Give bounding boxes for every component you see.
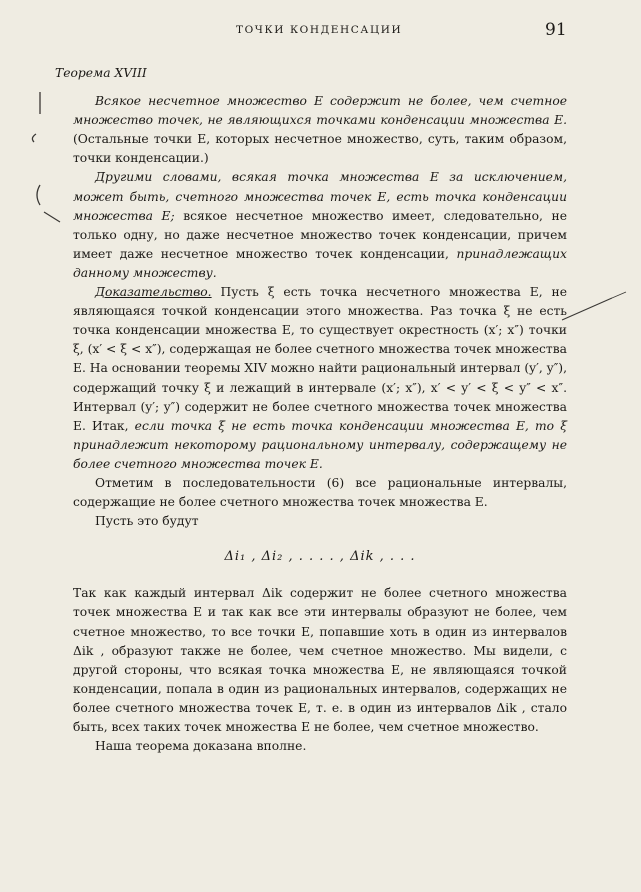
- proof-conclusion: Наша теорема доказана вполне.: [95, 739, 307, 754]
- theorem-statement-italic: Всякое несчетное множество E содержит не более, чем счетное множество точек, не являющихся точками конденсации множества E.: [73, 94, 567, 128]
- proof-paragraph: [73, 283, 567, 474]
- interval-sequence-formula: Δi₁ , Δi₂ , . . . . , Δik , . . .: [224, 549, 416, 565]
- restatement-tail: принадлежащих данному множеству.: [73, 246, 567, 280]
- page-header: [0, 22, 641, 42]
- restatement-paragraph: [73, 168, 567, 283]
- running-title: ТОЧКИ КОНДЕНСАЦИИ: [236, 24, 403, 36]
- theorem-title: Теорема XVIII: [55, 66, 147, 80]
- proof-label: Доказательство.: [95, 285, 212, 300]
- page-number: 91: [545, 20, 567, 40]
- restatement-middle: всякое несчетное множество имеет, следовательно, не только одну, но даже несчетное множество точек конденсации, причем имеет даже несчетное множество точек конденсации,: [73, 208, 567, 261]
- proof-paragraph-3: Пусть это будут: [95, 514, 199, 529]
- theorem-statement: [73, 92, 567, 168]
- restatement-lead: Другими словами, всякая точка множества E за исключением, может быть, счетного множества точек E, есть точка конденсации множества E;: [73, 170, 567, 223]
- page-body: [55, 64, 567, 756]
- theorem-note: (Остальные точки E, которых несчетное множество, суть, таким образом, точки конденсации.): [73, 132, 567, 166]
- proof-paragraph-2: Отметим в последовательности (6) все рациональные интервалы, содержащие не более счетного множества точек множества E.: [73, 475, 567, 510]
- proof-text-a: Пусть ξ есть точка несчетного множества E, не являющаяся точкой конденсации этого множества. Раз точка ξ не есть точка конденсации множества E, то существует окрестность (x′; x″) точки ξ, (x′ < ξ < x″), содержащая не более счетного множества точек множества E. На основании теоремы XIV можно найти рациональный интервал (y′, y″), содержащий точку ξ и лежащий в интервале (x′; x″), x′ < y′ < ξ < y″ < x″. Интервал (y′; y″) содержит не более счетного множества точек множества E. Итак,: [73, 285, 567, 433]
- proof-text-b: если точка ξ не есть точка конденсации множества E, то ξ принадлежит некоторому рациональному интервалу, содержащему не более счетного множества точек E.: [73, 418, 567, 471]
- proof-paragraph-4: Так как каждый интервал Δik содержит не более счетного множества точек множества E и так как все эти интервалы образуют не более, чем счетное множество, то все точки E, попавшие хоть в один из интервалов Δik , образуют также не более, чем счетное множество. Мы видели, с другой стороны, что всякая точка множества E, не являющаяся точкой конденсации, попала в один из рациональных интервалов, содержащих не более счетного множества точек E, т. е. в один из интервалов Δik , стало быть, всех таких точек множества E не более, чем счетное множество.: [73, 586, 567, 734]
